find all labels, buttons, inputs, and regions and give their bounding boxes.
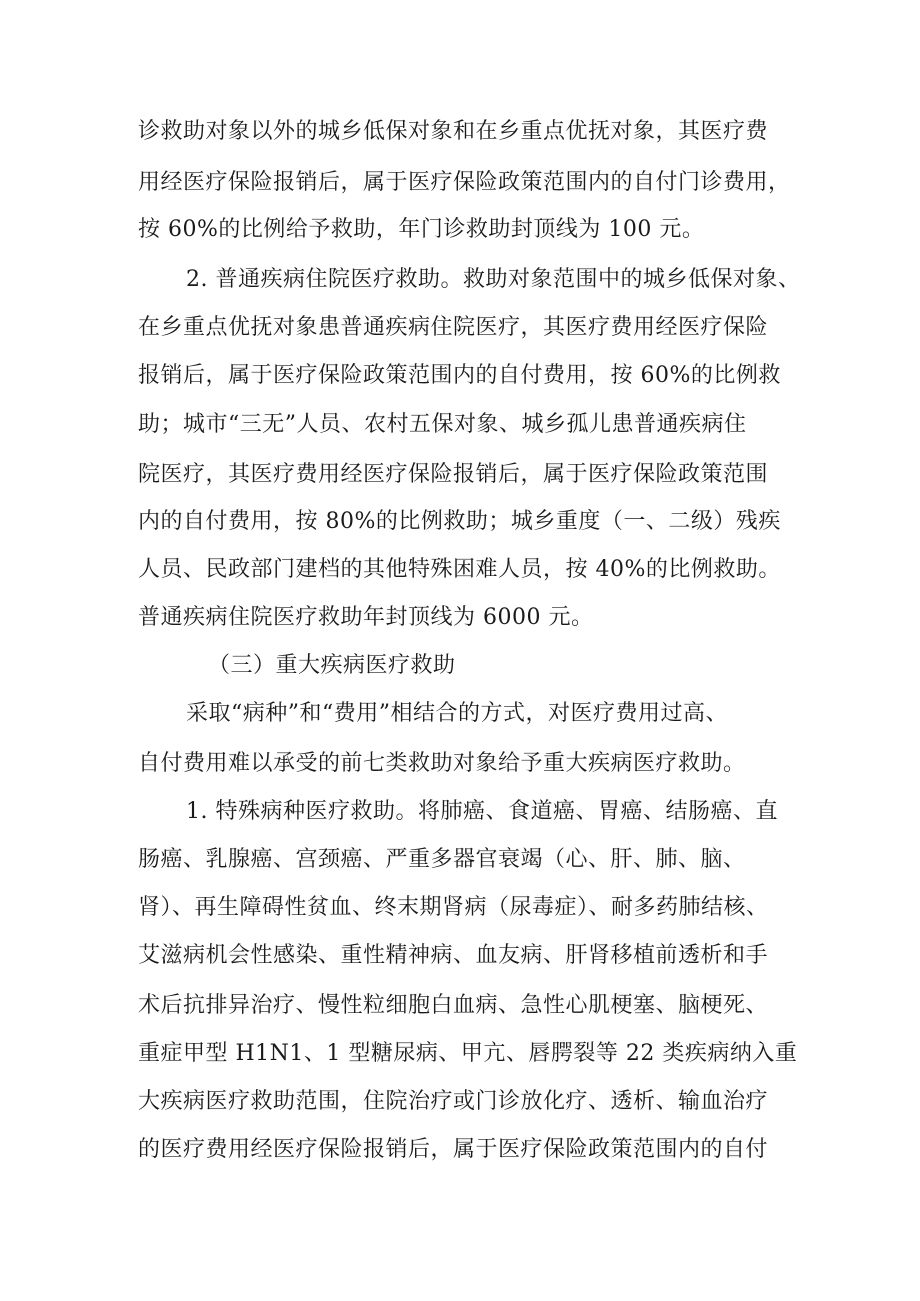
text-line: 人员、民政部门建档的其他特殊困难人员，按 40%的比例救助。	[138, 557, 781, 582]
text-line: 普通疾病住院医疗救助年封顶线为 6000 元。	[138, 605, 594, 630]
text-line: 院医疗，其医疗费用经医疗保险报销后，属于医疗保险政策范围	[138, 462, 769, 487]
text-line: 的医疗费用经医疗保险报销后，属于医疗保险政策范围内的自付	[138, 1137, 769, 1162]
text-line: 肠癌、乳腺癌、宫颈癌、严重多器官衰竭（心、肝、肺、脑、	[138, 847, 746, 872]
text-line: 肾）、再生障碍性贫血、终末期肾病（尿毒症）、耐多药肺结核、	[138, 895, 769, 920]
list-item-heading: 2. 普通疾病住院医疗救助。救助对象范围中的城乡低保对象、	[186, 267, 801, 292]
text-line: 大疾病医疗救助范围，住院治疗或门诊放化疗、透析、输血治疗	[138, 1089, 769, 1114]
text-line: 按 60%的比例给予救助，年门诊救助封顶线为 100 元。	[138, 217, 705, 242]
text-line: 术后抗排异治疗、慢性粒细胞白血病、急性心肌梗塞、脑梗死、	[138, 993, 769, 1018]
text-line: 重症甲型 H1N1、1 型糖尿病、甲亢、唇腭裂等 22 类疾病纳入重	[138, 1041, 798, 1066]
text-line: 用经医疗保险报销后，属于医疗保险政策范围内的自付门诊费用，	[138, 170, 791, 195]
text-line: 自付费用难以承受的前七类救助对象给予重大疾病医疗救助。	[138, 751, 746, 776]
text-line: 艾滋病机会性感染、重性精神病、血友病、肝肾移植前透析和手	[138, 943, 769, 968]
text-line: 内的自付费用，按 80%的比例救助；城乡重度（一、二级）残疾	[138, 509, 781, 534]
text-line: 报销后，属于医疗保险政策范围内的自付费用，按 60%的比例救	[138, 363, 781, 388]
section-heading: （三）重大疾病医疗救助	[208, 653, 456, 678]
text-line: 采取“病种”和“费用”相结合的方式，对医疗费用过高、	[186, 701, 728, 726]
text-line: 助；城市“三无”人员、农村五保对象、城乡孤儿患普通疾病住	[138, 412, 747, 437]
text-line: 在乡重点优抚对象患普通疾病住院医疗，其医疗费用经医疗保险	[138, 315, 769, 340]
text-line: 诊救助对象以外的城乡低保对象和在乡重点优抚对象，其医疗费	[138, 119, 769, 144]
list-item-heading: 1. 特殊病种医疗救助。将肺癌、食道癌、胃癌、结肠癌、直	[186, 799, 778, 824]
